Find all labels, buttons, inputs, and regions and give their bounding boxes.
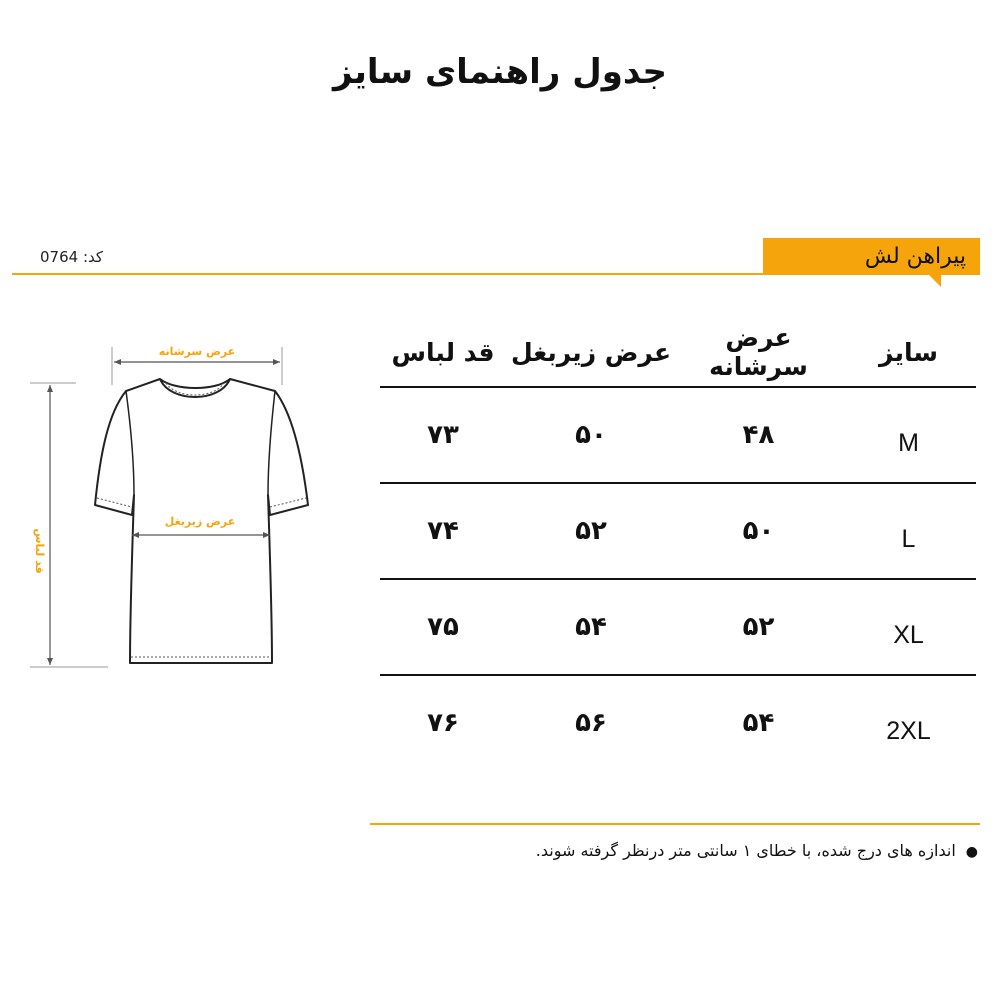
product-name-banner bbox=[763, 238, 980, 275]
bullet-icon: ● bbox=[965, 844, 978, 860]
cell-length: ۷۵ bbox=[380, 579, 506, 675]
note-divider bbox=[370, 823, 980, 825]
table-row bbox=[380, 483, 976, 579]
header-length: قد لباس bbox=[380, 318, 506, 387]
product-code bbox=[40, 248, 103, 266]
cell-size: L bbox=[841, 483, 976, 579]
code-value: 0764 bbox=[40, 248, 79, 266]
page-title: جدول راهنمای سایز bbox=[333, 52, 667, 92]
note-text: اندازه های درج شده، با خطای ۱ سانتی متر درنظر گرفته شوند. bbox=[535, 841, 956, 860]
table-row bbox=[380, 387, 976, 483]
cell-shoulder-width: ۴۸ bbox=[676, 387, 841, 483]
cell-shoulder-width: ۵۴ bbox=[742, 708, 775, 738]
cell-shoulder-width: ۵۲ bbox=[676, 579, 841, 675]
product-name: پیراهن لش bbox=[864, 244, 966, 269]
measurement-note bbox=[536, 841, 978, 860]
cell-size: 2XL bbox=[886, 716, 931, 745]
size-table bbox=[380, 318, 976, 770]
armpit-width-label: عرض زیربغل bbox=[164, 515, 236, 528]
cell-length: ۷۴ bbox=[380, 483, 506, 579]
header-shoulder-width: عرض سرشانه bbox=[676, 318, 841, 387]
cell-size: M bbox=[841, 387, 976, 483]
table-header-row bbox=[380, 318, 976, 387]
table-row bbox=[380, 579, 976, 675]
cell-length: ۷۳ bbox=[380, 387, 506, 483]
cell-armpit-width: ۵۴ bbox=[506, 579, 676, 675]
shoulder-width-label: عرض سرشانه bbox=[158, 345, 236, 358]
header-size: سایز bbox=[841, 318, 976, 387]
cell-length: ۷۶ bbox=[427, 708, 459, 738]
cell-size: XL bbox=[841, 579, 976, 675]
cell-armpit-width: ۵۶ bbox=[575, 708, 607, 738]
table-row bbox=[380, 675, 976, 770]
cell-armpit-width: ۵۰ bbox=[506, 387, 676, 483]
banner-tip bbox=[928, 274, 941, 287]
code-label: کد: bbox=[82, 248, 104, 266]
length-label: قد لباس bbox=[33, 528, 46, 574]
tshirt-diagram bbox=[20, 335, 320, 695]
cell-armpit-width: ۵۲ bbox=[506, 483, 676, 579]
header-armpit-width: عرض زیربغل bbox=[506, 318, 676, 387]
cell-shoulder-width: ۵۰ bbox=[676, 483, 841, 579]
